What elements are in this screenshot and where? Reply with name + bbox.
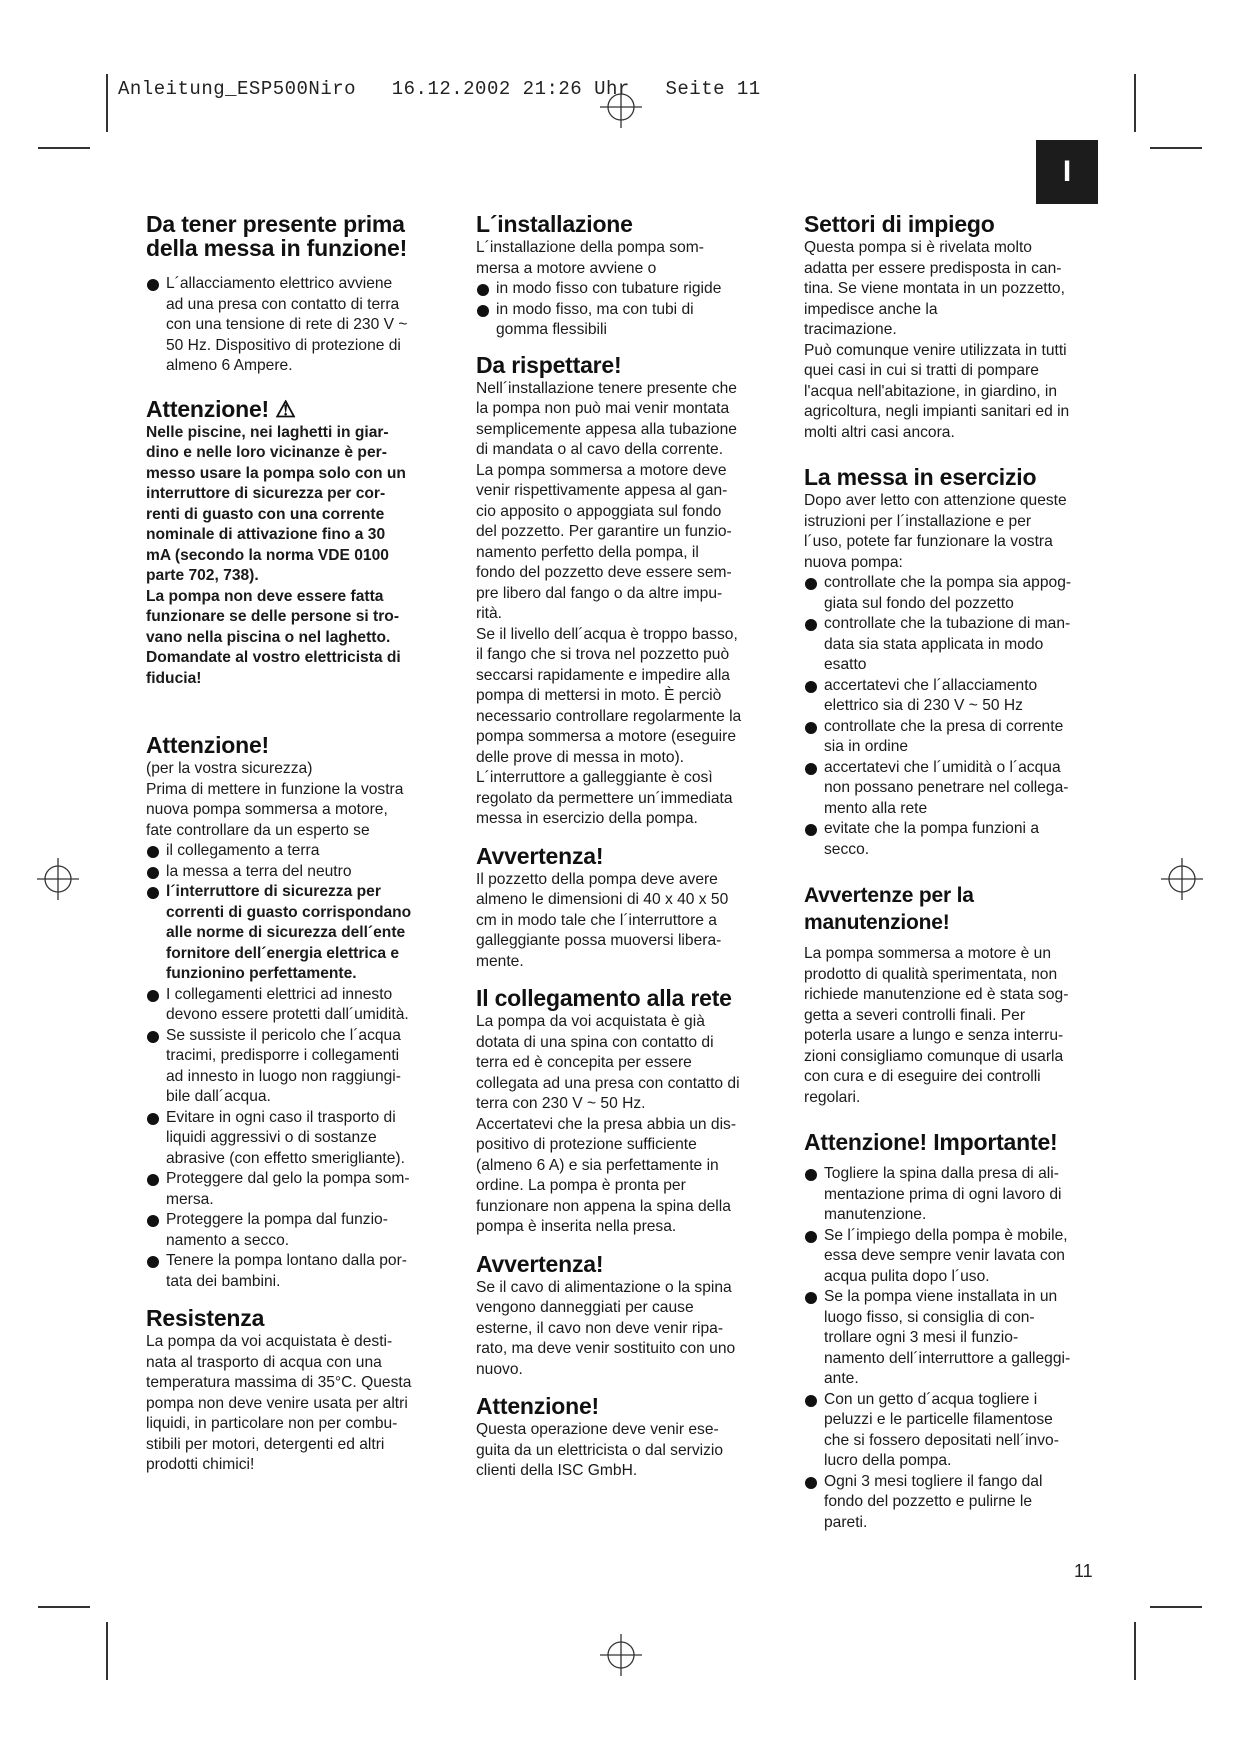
text-line: ad una presa con contatto di terra: [166, 295, 400, 313]
text-line: Può comunque venire utilizzata in tutti: [804, 341, 1067, 359]
text-line: con cura e di eseguire dei controlli: [804, 1068, 1041, 1085]
text-line: namento dell´interruttore a galleggi-: [824, 1349, 1071, 1367]
text-line: ad innesto in luogo non raggiungi-: [166, 1067, 401, 1085]
bullet-item: [146, 882, 448, 985]
page-number: 11: [1074, 1561, 1093, 1581]
bullet-item: [804, 1472, 1106, 1534]
section: [476, 1252, 778, 1381]
paragraph: [804, 491, 1106, 573]
text-line: nuova pompa:: [804, 553, 903, 571]
text-line: Il pozzetto della pompa deve avere: [476, 870, 718, 888]
column-right: [804, 212, 1106, 1533]
section-title: [146, 1306, 448, 1330]
text-line: gomma flessibili: [496, 321, 607, 338]
bullet-item: [804, 758, 1106, 820]
text-line: controllate che la tubazione di man-: [824, 615, 1071, 632]
text-line: che si fossero depositati nell´invo-: [824, 1431, 1059, 1449]
section-title-line: Avvertenza!: [476, 842, 604, 869]
text-line: I collegamenti elettrici ad innesto: [166, 985, 393, 1003]
text-line: La pompa sommersa a motore è un: [804, 945, 1052, 962]
text-line: messa in esercizio della pompa.: [476, 810, 698, 827]
text-line: del pozzetto. Per garantire un funzio-: [476, 523, 732, 540]
crop-mark: [38, 1606, 90, 1608]
section-title-line: Da tener presente prima: [146, 211, 405, 237]
text-line: cm in modo tale che l´interruttore a: [476, 911, 717, 929]
text-line: con una tensione di rete di 230 V ~: [166, 316, 408, 333]
section-title-line: Resistenza: [146, 1305, 265, 1331]
text-line: Proteggere la pompa dal funzio-: [166, 1211, 388, 1228]
registration-mark-icon: [600, 1634, 642, 1676]
text-line: La pompa da voi acquistata è desti-: [146, 1333, 393, 1350]
text-line: adatta per essere predisposta in can-: [804, 259, 1062, 277]
text-line: prodotto di qualità sperimentata, non: [804, 965, 1058, 983]
text-line: rità.: [476, 605, 502, 622]
text-line: Con un getto d´acqua togliere i: [824, 1390, 1038, 1408]
text-line: essa deve sempre venir lavata con: [824, 1247, 1065, 1264]
text-line: (per la vostra sicurezza): [146, 760, 313, 777]
bullet-item: [804, 1226, 1106, 1288]
bullet-item: [804, 573, 1106, 614]
text-line: collegata ad una presa con contatto di: [476, 1074, 740, 1092]
text-line: correnti di guasto corrispondano: [166, 903, 412, 921]
text-line: tata dei bambini.: [166, 1272, 281, 1290]
bullet-item: [146, 1251, 448, 1292]
text-line: fondo del pozzetto deve essere sem-: [476, 564, 732, 581]
text-line: clienti della ISC GmbH.: [476, 1462, 638, 1479]
paragraph: [476, 1012, 778, 1238]
text-line: abrasive (con effetto smerigliante).: [166, 1149, 405, 1167]
text-line: devono essere protetti dall´umidità.: [166, 1006, 409, 1023]
text-line: La pompa da voi acquistata è già: [476, 1013, 705, 1030]
text-line: nuova pompa sommersa a motore,: [146, 801, 388, 818]
crop-mark: [38, 147, 90, 149]
bullet-item: [804, 1287, 1106, 1390]
paragraph: [146, 423, 448, 690]
text-line: vengono danneggiati per cause: [476, 1299, 694, 1316]
text-line: renti di guasto con una corrente: [146, 505, 385, 523]
text-line: Prima di mettere in funzione la vostra: [146, 780, 404, 798]
text-line: in modo fisso con tubature rigide: [496, 280, 722, 297]
section-title: [146, 397, 448, 421]
text-line: almeno le dimensioni di 40 x 40 x 50: [476, 891, 729, 908]
text-line: vano nella piscina o nel laghetto.: [146, 628, 391, 646]
text-line: l´uso, potete far funzionare la vostra: [804, 533, 1053, 550]
crop-mark: [106, 1622, 108, 1680]
text-line: interruttore di sicurezza per cor-: [146, 485, 386, 502]
text-line: manutenzione.: [824, 1206, 927, 1223]
text-line: pre libero dal fango o da altre impu-: [476, 584, 723, 602]
text-line: necessario controllare regolarmente la: [476, 707, 742, 725]
text-line: Dopo aver letto con attenzione queste: [804, 492, 1067, 509]
paragraph: [476, 379, 778, 830]
crop-mark: [1134, 74, 1136, 132]
section: [146, 212, 448, 377]
text-line: poterla usare a lungo e senza interru-: [804, 1027, 1064, 1044]
bullet-item: [804, 717, 1106, 758]
text-line: non possano penetrare nel collega-: [824, 779, 1069, 796]
text-line: nata al trasporto di acqua con una: [146, 1353, 382, 1371]
bullet-item: [476, 300, 778, 341]
text-line: guita da un elettricista o dal servizio: [476, 1441, 724, 1459]
text-line: galleggiante possa muoversi libera-: [476, 932, 722, 949]
section-title: [476, 986, 778, 1010]
text-line: L´interruttore a galleggiante è così: [476, 769, 713, 786]
text-line: parte 702, 738).: [146, 567, 259, 584]
text-line: pompa non deve venire usata per altri: [146, 1394, 408, 1412]
text-line: delle prove di messa in moto).: [476, 748, 685, 766]
section: [146, 733, 448, 1292]
bullet-item: [146, 841, 448, 862]
text-line: accertatevi che l´allacciamento: [824, 676, 1038, 694]
text-line: L´allacciamento elettrico avviene: [166, 275, 393, 292]
text-line: controllate che la presa di corrente: [824, 717, 1064, 735]
text-line: funzionare non appena la spina della: [476, 1197, 731, 1215]
text-line: liquidi aggressivi o di sostanze: [166, 1129, 377, 1146]
text-line: Domandate al vostro elettricista di: [146, 649, 401, 666]
text-line: esterne, il cavo non deve venir ripa-: [476, 1319, 724, 1337]
section-title: [146, 733, 448, 757]
text-line: agricoltura, negli impianti sanitari ed in: [804, 403, 1070, 420]
crop-mark: [1150, 1606, 1202, 1608]
text-line: seccarsi rapidamente e impedire alla: [476, 666, 730, 684]
text-line: Se il livello dell´acqua è troppo basso,: [476, 625, 738, 643]
text-line: temperatura massima di 35°C. Questa: [146, 1374, 412, 1391]
text-line: semplicemente appesa alla tubazione: [476, 420, 737, 438]
text-line: pompa di mettersi in moto. È perciò: [476, 687, 722, 704]
text-line: molti altri casi ancora.: [804, 423, 955, 441]
paragraph: [146, 1332, 448, 1476]
section-title: [804, 882, 1106, 936]
text-line: pompa è inserita nella presa.: [476, 1218, 677, 1235]
section: [476, 844, 778, 973]
section-title-line: L´installazione: [476, 211, 633, 237]
registration-mark-icon: [37, 858, 79, 900]
text-line: Ogni 3 mesi togliere il fango dal: [824, 1472, 1043, 1490]
printer-header: Anleitung_ESP500Niro 16.12.2002 21:26 Uhr Seite 11: [118, 78, 761, 100]
bullet-item: [804, 614, 1106, 676]
text-line: zioni consigliamo comunque di usarla: [804, 1047, 1064, 1065]
text-line: venir rispettivamente appesa al gan-: [476, 482, 728, 499]
text-line: pompa sommersa a motore (eseguire: [476, 728, 737, 745]
text-line: Se il cavo di alimentazione o la spina: [476, 1278, 732, 1296]
text-line: namento a secco.: [166, 1231, 290, 1249]
text-line: acqua pulita dopo l´uso.: [824, 1267, 990, 1285]
section: [804, 465, 1106, 860]
paragraph: [476, 238, 778, 279]
paragraph: [804, 238, 1106, 443]
section: [804, 882, 1106, 1108]
text-line: di mandata o al cavo della corrente.: [476, 441, 724, 458]
text-line: peluzzi e le particelle filamentose: [824, 1411, 1053, 1428]
text-line: getta a severi controlli finali. Per: [804, 1006, 1026, 1024]
section: [146, 397, 448, 690]
section-title-line: Attenzione!: [476, 1393, 600, 1419]
text-line: mersa a motore avviene o: [476, 259, 657, 277]
paragraph: [804, 944, 1106, 1108]
text-line: ante.: [824, 1370, 859, 1387]
text-line: tracimi, predisporre i collegamenti: [166, 1047, 400, 1064]
column-middle: [476, 212, 778, 1482]
section-title-line: Avvertenza!: [476, 1250, 604, 1277]
text-line: funzionare se delle persone si tro-: [146, 608, 400, 625]
text-line: trollare ogni 3 mesi il funzio-: [824, 1329, 1019, 1346]
text-line: l´interruttore di sicurezza per: [166, 883, 381, 900]
section-title-line: della messa in funzione!: [146, 235, 408, 261]
section-title-line: Attenzione!: [146, 732, 270, 758]
crop-mark: [1134, 1622, 1136, 1680]
section: [476, 353, 778, 830]
text-line: richiede manutenzione ed è stata sog-: [804, 986, 1069, 1003]
section: [476, 986, 778, 1238]
paragraph: [476, 870, 778, 973]
text-line: Se la pompa viene installata in un: [824, 1288, 1058, 1305]
text-line: almeno 6 Ampere.: [166, 357, 293, 374]
text-line: terra con 230 V ~ 50 Hz.: [476, 1095, 646, 1112]
paragraph: [476, 1278, 778, 1381]
section-title-line: Attenzione! ⚠: [146, 395, 296, 422]
text-line: bile dall´acqua.: [166, 1088, 271, 1105]
text-line: il fango che si trova nel pozzetto può: [476, 646, 730, 663]
text-line: cio apposito o appoggiata sul fondo: [476, 502, 722, 520]
text-line: Questa operazione deve venir ese-: [476, 1421, 719, 1438]
column-left: [146, 212, 448, 1476]
bullet-item: [146, 862, 448, 883]
text-line: in modo fisso, ma con tubi di: [496, 300, 694, 318]
section-title-line: Avvertenze per la: [804, 884, 974, 907]
text-line: 50 Hz. Dispositivo di protezione di: [166, 336, 401, 354]
text-line: Nell´installazione tenere presente che: [476, 379, 737, 397]
text-line: tracimazione.: [804, 321, 897, 338]
text-line: La pompa sommersa a motore deve: [476, 461, 727, 479]
bullet-item: [476, 279, 778, 300]
section-title-line: Settori di impiego: [804, 211, 995, 237]
bullet-item: [804, 1390, 1106, 1472]
section-title: [804, 465, 1106, 489]
text-line: Proteggere dal gelo la pompa som-: [166, 1170, 410, 1187]
section-title: [804, 1130, 1106, 1154]
text-line: quei casi in cui si tratti di pompare: [804, 362, 1039, 379]
section-title: [476, 1252, 778, 1276]
text-line: lucro della pompa.: [824, 1452, 952, 1469]
text-line: l'acqua nell'abitazione, in giardino, in: [804, 382, 1058, 400]
crop-mark: [106, 74, 108, 132]
bullet-item: [804, 819, 1106, 860]
text-line: tina. Se viene montata in un pozzetto,: [804, 280, 1065, 297]
bullet-item: [146, 1169, 448, 1210]
text-line: Accertatevi che la presa abbia un dis-: [476, 1115, 737, 1133]
section-title-line: Attenzione! Importante!: [804, 1129, 1058, 1155]
text-line: impedisce anche la: [804, 300, 938, 318]
text-line: mentazione prima di ogni lavoro di: [824, 1185, 1062, 1203]
text-line: namento perfetto della pompa, il: [476, 543, 699, 561]
section: [804, 212, 1106, 443]
text-line: fate controllare da un esperto se: [146, 821, 370, 839]
text-line: la messa a terra del neutro: [166, 862, 352, 880]
section: [146, 1306, 448, 1476]
text-line: fiducia!: [146, 669, 202, 687]
bullet-item: [146, 1026, 448, 1108]
text-line: fondo del pozzetto e pulirne le: [824, 1493, 1033, 1510]
text-line: ordine. La pompa è pronta per: [476, 1177, 686, 1194]
text-line: luogo fisso, si consiglia di con-: [824, 1308, 1035, 1326]
registration-mark-icon: [1161, 858, 1203, 900]
text-line: Togliere la spina dalla presa di ali-: [824, 1165, 1059, 1182]
text-line: Evitare in ogni caso il trasporto di: [166, 1108, 396, 1126]
text-line: Nelle piscine, nei laghetti in giar-: [146, 423, 389, 441]
section-title: [476, 1394, 778, 1418]
text-line: rato, ma deve venir sostituito con uno: [476, 1340, 736, 1357]
text-line: funzionino perfettamente.: [166, 965, 357, 982]
text-line: stibili per motori, detergenti ed altri: [146, 1435, 385, 1453]
text-line: nuovo.: [476, 1360, 523, 1378]
section-title: [804, 212, 1106, 236]
text-line: data sia stata applicata in modo: [824, 635, 1044, 653]
bullet-item: [146, 1108, 448, 1170]
registration-mark-icon: [600, 86, 642, 128]
text-line: Se l´impiego della pompa è mobile,: [824, 1226, 1068, 1244]
text-line: Se sussiste il pericolo che l´acqua: [166, 1026, 401, 1044]
text-line: regolato da permettere un´immediata: [476, 789, 733, 807]
bullet-item: [146, 274, 448, 377]
text-line: mente.: [476, 952, 524, 970]
text-line: istruzioni per l´installazione e per: [804, 512, 1032, 530]
text-line: elettrico sia di 230 V ~ 50 Hz: [824, 697, 1023, 714]
text-line: alle norme di sicurezza dell´ente: [166, 924, 406, 941]
paragraph: [146, 759, 448, 841]
section: [476, 1394, 778, 1482]
text-line: terra ed è concepita per essere: [476, 1054, 692, 1071]
text-line: (almeno 6 A) e sia perfettamente in: [476, 1156, 719, 1174]
text-line: sia in ordine: [824, 738, 909, 755]
text-line: controllate che la pompa sia appog-: [824, 574, 1072, 591]
section: [804, 1130, 1106, 1533]
text-line: La pompa non deve essere fatta: [146, 587, 384, 605]
text-line: prodotti chimici!: [146, 1456, 255, 1473]
text-line: pareti.: [824, 1513, 868, 1531]
text-line: esatto: [824, 656, 867, 673]
section-title: [476, 212, 778, 236]
section-title: [146, 212, 448, 260]
text-line: messo usare la pompa solo con un: [146, 464, 406, 482]
language-tab: I: [1036, 140, 1098, 204]
section-title-line: Il collegamento alla rete: [476, 985, 732, 1011]
section-title: [476, 353, 778, 377]
section-title-line: Da rispettare!: [476, 351, 622, 378]
text-line: dino e nelle loro vicinanze è per-: [146, 444, 387, 461]
text-line: mersa.: [166, 1190, 214, 1208]
text-line: nominale di attivazione fino a 30: [146, 526, 386, 543]
paragraph: [476, 1420, 778, 1482]
text-line: dotata di una spina con contatto di: [476, 1033, 714, 1051]
text-line: Questa pompa si è rivelata molto: [804, 239, 1032, 256]
section: [476, 212, 778, 341]
crop-mark: [1150, 147, 1202, 149]
text-line: L´installazione della pompa som-: [476, 239, 704, 256]
section-title-line: La messa in esercizio: [804, 464, 1037, 490]
text-line: giata sul fondo del pozzetto: [824, 594, 1014, 612]
text-line: evitate che la pompa funzioni a: [824, 820, 1039, 837]
text-line: regolari.: [804, 1088, 861, 1106]
bullet-item: [804, 1164, 1106, 1226]
text-line: positivo di protezione sufficiente: [476, 1136, 697, 1153]
bullet-item: [146, 1210, 448, 1251]
bullet-item: [146, 985, 448, 1026]
text-line: Tenere la pompa lontano dalla por-: [166, 1252, 407, 1269]
text-line: mA (secondo la norma VDE 0100: [146, 546, 389, 564]
section-title-line: manutenzione!: [804, 911, 950, 934]
text-line: secco.: [824, 840, 870, 858]
text-line: mento alla rete: [824, 799, 928, 817]
section-title: [476, 844, 778, 868]
bullet-item: [804, 676, 1106, 717]
text-line: la pompa non può mai venir montata: [476, 400, 730, 417]
text-line: liquidi, in particolare non per combu-: [146, 1415, 398, 1432]
text-line: fornitore dell´energia elettrica e: [166, 944, 400, 962]
text-line: il collegamento a terra: [166, 842, 320, 859]
text-line: accertatevi che l´umidità o l´acqua: [824, 758, 1061, 776]
